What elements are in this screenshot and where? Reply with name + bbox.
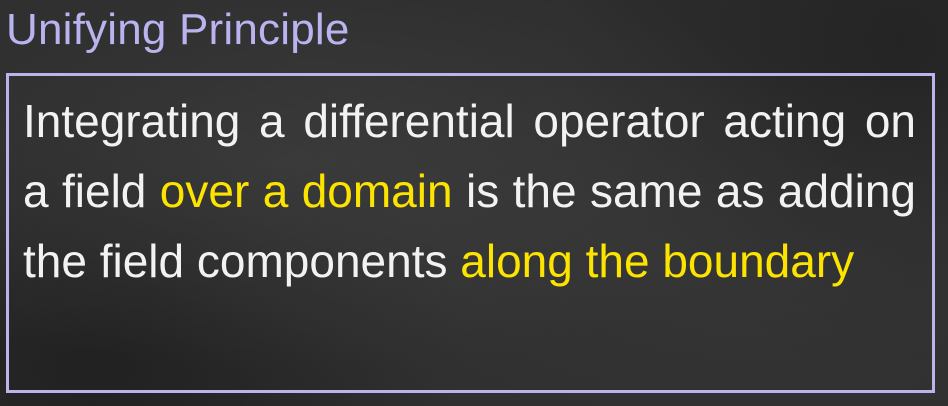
principle-box — [6, 73, 935, 393]
statement-part-1: Integrating a differential operator acting on a field — [23, 95, 916, 217]
statement-part-2: is the same as adding the field components — [23, 165, 916, 287]
slide-title: Unifying Principle — [6, 5, 350, 54]
principle-statement — [23, 86, 916, 296]
highlight-over-a-domain: over a domain — [159, 165, 453, 217]
highlight-along-the-boundary: along the boundary — [460, 235, 855, 287]
